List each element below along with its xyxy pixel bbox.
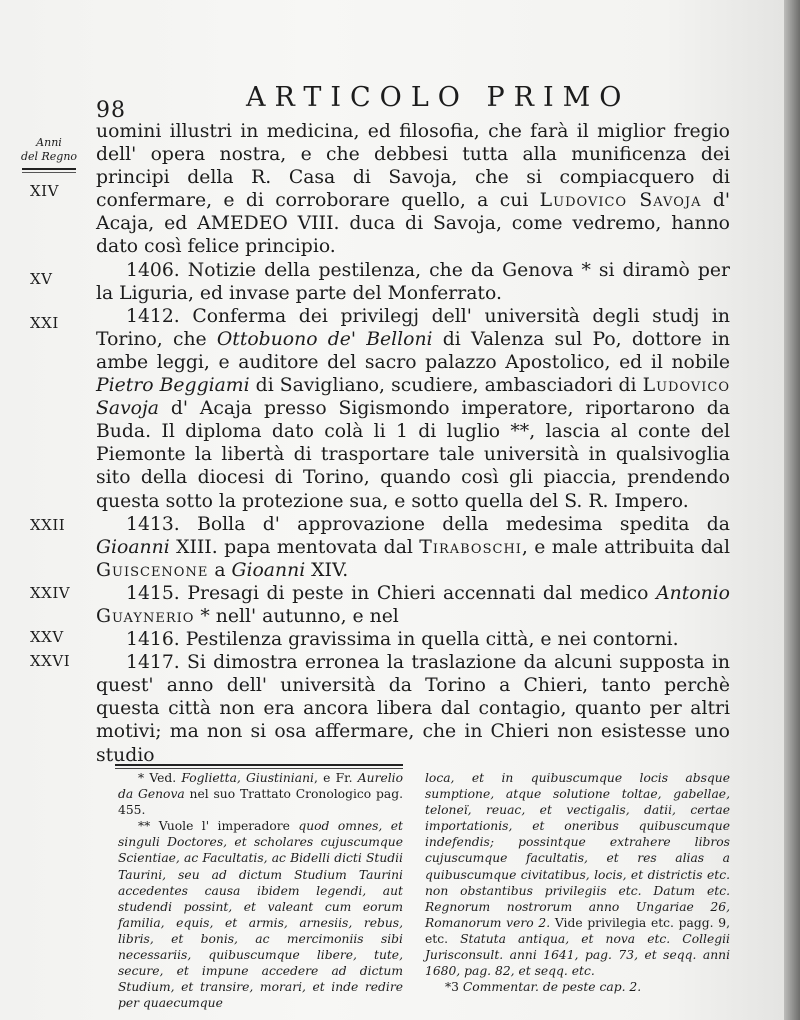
text-run: Foglietta, Giustiniani bbox=[181, 771, 314, 785]
text-run: di Savigliano, scudiere, ambasciadori di bbox=[249, 375, 643, 397]
footnotes-right-column bbox=[425, 770, 730, 995]
text-run: Statuta antiqua, et nova etc. Collegii Jurisconsult. anni 1641, pag. 73, et seqq. anni 1680, pag. 82, et seqq. etc. bbox=[425, 931, 730, 979]
paragraph bbox=[96, 305, 730, 513]
footnote-rule bbox=[115, 764, 403, 766]
margin-year: XXI bbox=[30, 314, 59, 332]
footnote-rule bbox=[115, 768, 403, 769]
text-run: 1412. Conferma dei privilegj dell' università degli studj in Torino, che bbox=[96, 305, 730, 350]
footnote bbox=[118, 818, 403, 1011]
margin-year: XXV bbox=[30, 628, 64, 646]
margin-year: XIV bbox=[30, 182, 59, 200]
text-run: ** Vuole l' imperadore bbox=[138, 819, 299, 834]
text-run: di Valenza sul Po, dottore in ambe leggi, e auditore del sacro palazzo Apostolico, ed il nobile bbox=[96, 328, 730, 373]
text-run: quod omnes, et singuli Doctores, et scholares cujuscumque Scientiae, ac Facultatis, ac Bidelli dicti Studii Taurini, seu ad dictum Studium Taurini accedentes causa ibidem legendi, aut studendi possint, et valeant cum eorum familia, equis, et armis, arnesiis, rebus, libris, et bonis, ac mercimoniis sibi necessariis, quibuscumque libere, tute, secure, et impune accedere ad dictum Studium, et transire, morari, et inde redire per quaecumque bbox=[118, 819, 403, 1011]
name-small-caps: Guiscenone bbox=[96, 559, 209, 581]
text-run: 1413. Bolla d' approvazione della medesima spedita da bbox=[126, 513, 730, 535]
text-run: *3 bbox=[445, 980, 463, 995]
name-italic: Gioanni bbox=[96, 536, 170, 558]
text-run: XIV. bbox=[305, 559, 349, 581]
text-run: d' Acaja presso Sigismondo imperatore, riportarono da Buda. Il diploma dato colà li 1 di luglio **, lascia al conte del Piemonte la libertà di trasportare tale università in qualsivoglia sito della diocesi di Torino, quando così gli piaccia, prendendo questa sotto la protezione sua, e sotto quella del S. R. Impero. bbox=[96, 398, 730, 512]
name-small-caps: Ludovico bbox=[642, 375, 731, 397]
footnote bbox=[118, 770, 403, 818]
page-header bbox=[96, 80, 736, 124]
text-run: Vide privilegia etc. pagg. 9, etc. bbox=[425, 915, 730, 946]
footnote-continued bbox=[425, 770, 730, 979]
paragraph: 1416. Pestilenza gravissima in quella città, e nei contorni. bbox=[126, 629, 679, 651]
name-small-caps: Ludovico Savoja bbox=[539, 190, 702, 212]
paragraph bbox=[96, 582, 730, 628]
text-run: , e male attribuita dal bbox=[521, 536, 731, 558]
text-run: a bbox=[208, 559, 232, 581]
paragraph: 1406. Notizie della pestilenza, che da Genova * si diramò per la Liguria, ed invase parte del Monferrato. bbox=[96, 259, 730, 304]
name-italic: Antonio bbox=[656, 582, 730, 604]
margin-heading-line-1: Anni bbox=[36, 136, 62, 149]
page-number: 98 bbox=[96, 98, 126, 123]
text-run: * Ved. bbox=[138, 771, 182, 785]
name-small-caps: Tiraboschi bbox=[419, 536, 522, 558]
name-italic: Savoja bbox=[96, 398, 160, 420]
margin-year: XXII bbox=[30, 516, 66, 534]
margin-heading bbox=[18, 136, 80, 173]
margin-year: XV bbox=[30, 270, 53, 288]
footnote bbox=[425, 979, 730, 995]
paragraph: 1417. Si dimostra erronea la traslazione da alcuni supposta in quest' anno dell' università da Torino a Chieri, tanto perchè questa città non era ancora libera dal contagio, quanto per altri motivi; ma non si osa affermare, che in Chieri non esistesse uno studio bbox=[96, 652, 730, 766]
paragraph bbox=[96, 120, 730, 259]
footnotes-left-column bbox=[118, 770, 403, 1011]
text-run: d' Acaja, ed AMEDEO VIII. duca di Savoja, come vedremo, hanno dato così felice principio. bbox=[96, 190, 731, 258]
margin-year: XXVI bbox=[30, 652, 71, 670]
name-small-caps: Guaynerio bbox=[96, 605, 195, 627]
text-run: 1415. Presagi di peste in Chieri accennati dal medico bbox=[126, 582, 657, 604]
margin-heading-line-2: del Regno bbox=[20, 150, 78, 163]
name-italic: Gioanni bbox=[231, 559, 306, 581]
margin-heading-rule bbox=[22, 168, 76, 173]
text-run: Commentar. de peste cap. 2. bbox=[462, 980, 642, 995]
running-head: ARTICOLO PRIMO bbox=[246, 82, 631, 113]
name-italic: Ottobuono de' Belloni bbox=[216, 328, 433, 350]
book-spine-shadow bbox=[784, 0, 800, 1020]
text-run: Aurelio da Genova bbox=[118, 771, 403, 802]
text-run: * nell' autunno, e nel bbox=[194, 605, 399, 627]
name-italic: Pietro Beggiami bbox=[96, 375, 250, 397]
paragraph bbox=[96, 513, 730, 582]
text-run: XIII. papa mentovata dal bbox=[169, 536, 420, 558]
margin-year: XXIV bbox=[30, 584, 71, 602]
text-run: uomini illustri in medicina, ed filosofia, che farà il miglior fregio dell' opera nostra, e che debbesi tutta alla munificenza dei principi della R. Casa di Savoja, che si compiacquero di confermare, e di corroborare quello, a cui bbox=[96, 121, 730, 212]
text-run: nel suo Trattato Cronologico pag. 455. bbox=[118, 787, 403, 818]
main-text bbox=[96, 120, 730, 767]
text-run: , e Fr. bbox=[313, 771, 358, 785]
text-run: loca, et in quibuscumque locis absque sumptione, atque solutione toltae, gabellae, teloneï, reuac, et vectigalis, datii, certae importationis, et oneribus quibuscumque indefendis; possintque extrahere libros cujuscumque facultatis, et res alias a quibuscumque civitatibus, locis, et districtis etc. non obstantibus privilegiis etc. Datum etc. Regnorum nostrorum anno Ungariae 26, Romanorum vero 2. bbox=[425, 771, 730, 930]
